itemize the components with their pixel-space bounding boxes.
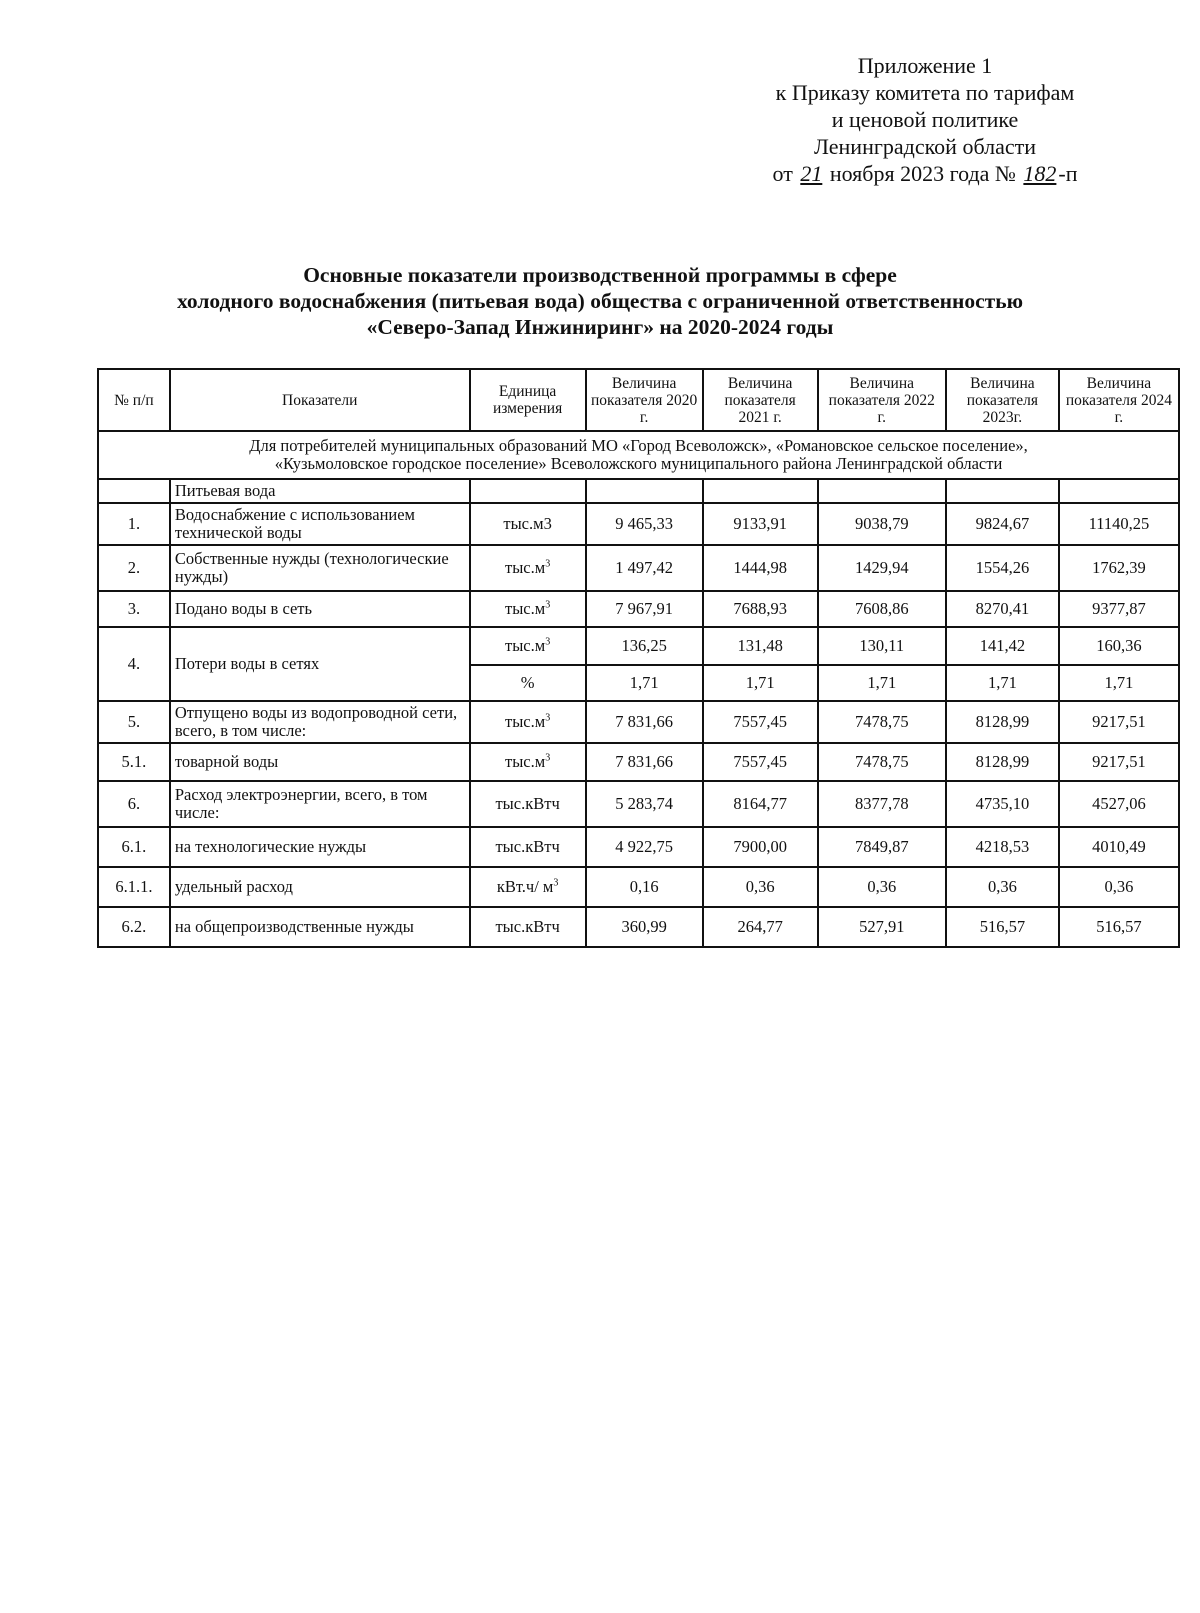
empty-cell — [818, 479, 946, 503]
empty-cell — [703, 479, 818, 503]
row-indicator: Отпущено воды из водопроводной сети, всего, в том числе: — [170, 701, 470, 743]
value-2023: 1554,26 — [946, 545, 1059, 591]
row-unit — [470, 743, 586, 781]
row-number: 5.1. — [98, 743, 170, 781]
value-2023: 1,71 — [946, 665, 1059, 701]
header-2024: Величина показателя 2024 г. — [1059, 369, 1179, 431]
row-number: 6.2. — [98, 907, 170, 947]
row-unit — [470, 867, 586, 907]
appendix-line: Ленинградской области — [814, 134, 1036, 159]
header-2023: Величина показателя 2023г. — [946, 369, 1059, 431]
value-2021: 0,36 — [703, 867, 818, 907]
row-unit — [470, 591, 586, 627]
row-number: 6.1. — [98, 827, 170, 867]
value-2022: 7478,75 — [818, 743, 946, 781]
row-unit: тыс.кВтч — [470, 827, 586, 867]
title-line: «Северо-Запад Инжиниринг» на 2020-2024 годы — [366, 315, 834, 339]
section-label: Питьевая вода — [170, 479, 470, 503]
header-2020: Величина показателя 2020 г. — [586, 369, 703, 431]
value-2021: 7557,45 — [703, 701, 818, 743]
unit-text: тыс.м — [505, 558, 546, 577]
appendix-line: Приложение 1 — [857, 53, 993, 78]
table-row — [98, 545, 1179, 591]
value-2023: 8128,99 — [946, 743, 1059, 781]
value-2021: 7557,45 — [703, 743, 818, 781]
appendix-line: к Приказу комитета по тарифам — [775, 80, 1075, 105]
handwritten-order-number: 182 — [1023, 161, 1057, 186]
value-2020: 7 831,66 — [586, 701, 703, 743]
value-2021: 1444,98 — [703, 545, 818, 591]
value-2023: 0,36 — [946, 867, 1059, 907]
value-2024: 4527,06 — [1059, 781, 1179, 827]
header-row — [98, 369, 1179, 431]
row-unit — [470, 701, 586, 743]
row-unit: тыс.кВтч — [470, 781, 586, 827]
value-2020: 7 831,66 — [586, 743, 703, 781]
document-title — [120, 262, 1080, 340]
value-2020: 360,99 — [586, 907, 703, 947]
value-2023: 141,42 — [946, 627, 1059, 665]
row-number: 3. — [98, 591, 170, 627]
value-2023: 9824,67 — [946, 503, 1059, 545]
header-2022: Величина показателя 2022 г. — [818, 369, 946, 431]
table-row — [98, 827, 1179, 867]
value-2021: 1,71 — [703, 665, 818, 701]
appendix-header — [740, 52, 1110, 187]
row-unit — [470, 545, 586, 591]
unit-exponent: 3 — [545, 712, 551, 724]
value-2023: 4735,10 — [946, 781, 1059, 827]
empty-cell — [586, 479, 703, 503]
value-2022: 130,11 — [818, 627, 946, 665]
row-indicator: Водоснабжение с использованием технической воды — [170, 503, 470, 545]
indicators-table — [97, 368, 1180, 948]
value-2022: 7608,86 — [818, 591, 946, 627]
empty-cell — [98, 479, 170, 503]
value-2024: 1,71 — [1059, 665, 1179, 701]
value-2023: 4218,53 — [946, 827, 1059, 867]
row-indicator: Расход электроэнергии, всего, в том числе: — [170, 781, 470, 827]
table-row — [98, 907, 1179, 947]
value-2020: 1,71 — [586, 665, 703, 701]
row-number: 4. — [98, 627, 170, 701]
row-number: 1. — [98, 503, 170, 545]
unit-text: тыс.м — [505, 752, 546, 771]
row-indicator: Потери воды в сетях — [170, 627, 470, 701]
value-2021: 131,48 — [703, 627, 818, 665]
value-2022: 1,71 — [818, 665, 946, 701]
header-num: № п/п — [98, 369, 170, 431]
table-row — [98, 503, 1179, 545]
title-line: холодного водоснабжения (питьевая вода) общества с ограниченной ответственностью — [176, 289, 1024, 313]
unit-exponent: 3 — [553, 877, 559, 889]
value-2020: 1 497,42 — [586, 545, 703, 591]
value-2024: 9217,51 — [1059, 701, 1179, 743]
value-2021: 7900,00 — [703, 827, 818, 867]
value-2021: 7688,93 — [703, 591, 818, 627]
value-2023: 8270,41 — [946, 591, 1059, 627]
group-line: Для потребителей муниципальных образований МО «Город Всеволожск», «Романовское сельское поселение», — [249, 436, 1028, 455]
order-date-line — [740, 160, 1110, 187]
value-2021: 8164,77 — [703, 781, 818, 827]
value-2020: 4 922,75 — [586, 827, 703, 867]
table-row — [98, 591, 1179, 627]
appendix-line: и ценовой политике — [831, 107, 1019, 132]
value-2023: 516,57 — [946, 907, 1059, 947]
table-row — [98, 867, 1179, 907]
row-indicator: на общепроизводственные нужды — [170, 907, 470, 947]
value-2020: 7 967,91 — [586, 591, 703, 627]
handwritten-day: 21 — [800, 161, 823, 186]
row-indicator: товарной воды — [170, 743, 470, 781]
row-number: 5. — [98, 701, 170, 743]
group-line: «Кузьмоловское городское поселение» Всеволожского муниципального района Ленинградской области — [274, 454, 1003, 473]
unit-text: тыс.м — [505, 599, 546, 618]
empty-cell — [470, 479, 586, 503]
row-indicator: удельный расход — [170, 867, 470, 907]
unit-text: тыс.м — [505, 712, 546, 731]
row-indicator: Подано воды в сеть — [170, 591, 470, 627]
value-2022: 0,36 — [818, 867, 946, 907]
row-indicator: на технологические нужды — [170, 827, 470, 867]
value-2024: 1762,39 — [1059, 545, 1179, 591]
date-rest: ноября 2023 года № — [829, 161, 1016, 186]
value-2021: 264,77 — [703, 907, 818, 947]
title-line: Основные показатели производственной программы в сфере — [303, 263, 897, 287]
value-2024: 11140,25 — [1059, 503, 1179, 545]
value-2024: 516,57 — [1059, 907, 1179, 947]
value-2020: 9 465,33 — [586, 503, 703, 545]
section-row — [98, 479, 1179, 503]
value-2022: 9038,79 — [818, 503, 946, 545]
table-row — [98, 627, 1179, 665]
row-number: 6. — [98, 781, 170, 827]
value-2024: 4010,49 — [1059, 827, 1179, 867]
unit-exponent: 3 — [545, 636, 551, 648]
row-unit — [470, 627, 586, 665]
value-2024: 9217,51 — [1059, 743, 1179, 781]
value-2021: 9133,91 — [703, 503, 818, 545]
consumer-group-cell — [98, 431, 1179, 479]
value-2022: 8377,78 — [818, 781, 946, 827]
header-2021: Величина показателя 2021 г. — [703, 369, 818, 431]
row-indicator: Собственные нужды (технологические нужды) — [170, 545, 470, 591]
unit-exponent: 3 — [545, 558, 551, 570]
order-suffix: -п — [1058, 161, 1078, 186]
value-2022: 7478,75 — [818, 701, 946, 743]
header-unit: Единица измерения — [470, 369, 586, 431]
value-2020: 0,16 — [586, 867, 703, 907]
header-name: Показатели — [170, 369, 470, 431]
table-row — [98, 781, 1179, 827]
unit-exponent: 3 — [545, 599, 551, 611]
value-2020: 5 283,74 — [586, 781, 703, 827]
table-row — [98, 701, 1179, 743]
empty-cell — [946, 479, 1059, 503]
value-2020: 136,25 — [586, 627, 703, 665]
row-number: 6.1.1. — [98, 867, 170, 907]
unit-text: кВт.ч/ м — [496, 877, 554, 896]
row-unit: тыс.м3 — [470, 503, 586, 545]
value-2023: 8128,99 — [946, 701, 1059, 743]
value-2024: 160,36 — [1059, 627, 1179, 665]
value-2022: 7849,87 — [818, 827, 946, 867]
date-prefix: от — [772, 161, 793, 186]
group-row — [98, 431, 1179, 479]
row-unit: % — [470, 665, 586, 701]
row-unit: тыс.кВтч — [470, 907, 586, 947]
value-2024: 0,36 — [1059, 867, 1179, 907]
table-row — [98, 743, 1179, 781]
value-2022: 527,91 — [818, 907, 946, 947]
empty-cell — [1059, 479, 1179, 503]
row-number: 2. — [98, 545, 170, 591]
unit-exponent: 3 — [545, 752, 551, 764]
value-2022: 1429,94 — [818, 545, 946, 591]
value-2024: 9377,87 — [1059, 591, 1179, 627]
unit-text: тыс.м — [505, 636, 546, 655]
